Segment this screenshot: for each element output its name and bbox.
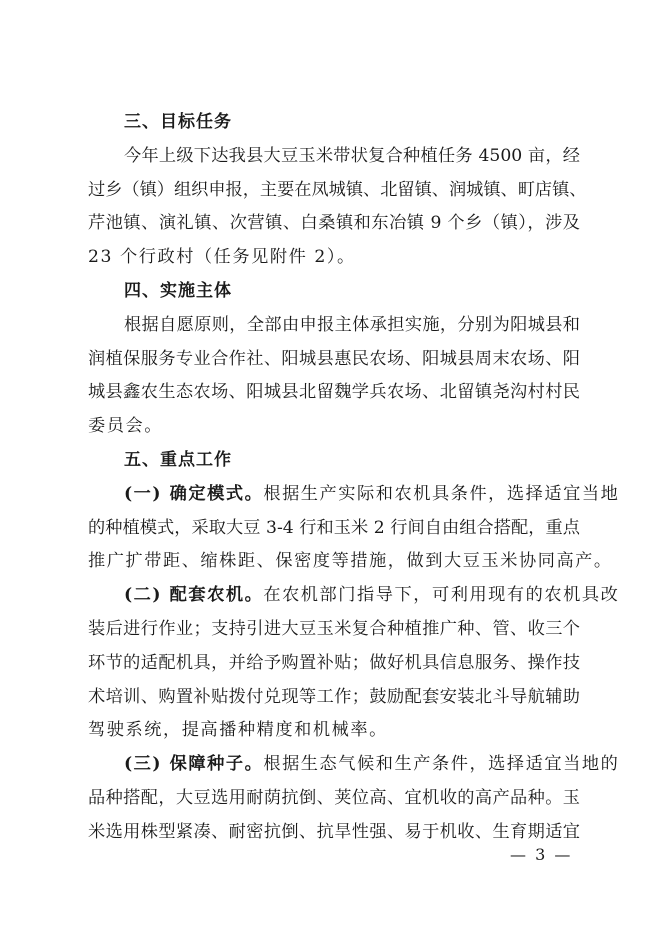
paragraph-line: 推广扩带距、缩株距、保密度等措施，做到大豆玉米协同高产。 <box>88 551 613 572</box>
paragraph-line: 今年上级下达我县大豆玉米带状复合种植任务 4500 亩，经 <box>124 145 580 166</box>
item-text: 在农机部门指导下，可利用现有的农机具改 <box>263 585 620 606</box>
paragraph-line: 芹池镇、演礼镇、次营镇、白桑镇和东冶镇 9 个乡（镇），涉及 <box>88 213 580 234</box>
item-title: (一) 确定模式。 <box>124 483 264 504</box>
paragraph-line: 米选用株型紧凑、耐密抗倒、抗旱性强、易于机收、生育期适宜 <box>88 821 580 842</box>
page-number: — 3 — <box>510 845 573 864</box>
item-text: 根据生产实际和农机具条件，选择适宜当地 <box>263 483 620 504</box>
paragraph-line: 驾驶系统，提高播种精度和机械率。 <box>88 720 388 741</box>
paragraph-line: 术培训、购置补贴拨付兑现等工作；鼓励配套安装北斗导航辅助 <box>88 686 580 707</box>
paragraph-line: 润植保服务专业合作社、阳城县惠民农场、阳城县周末农场、阳 <box>88 348 580 369</box>
section-heading-key-work: 五、重点工作 <box>124 449 232 470</box>
paragraph-line: 城县鑫农生态农场、阳城县北留魏学兵农场、北留镇尧沟村村民 <box>88 382 580 403</box>
paragraph-line: 的种植模式，采取大豆 3-4 行和玉米 2 行间自由组合搭配，重点 <box>88 517 580 538</box>
paragraph-line: 23 个行政村（任务见附件 2）。 <box>88 247 356 268</box>
paragraph-line: 委员会。 <box>88 416 163 437</box>
item-title: (三) 保障种子。 <box>124 754 264 775</box>
item-text: 根据生态气候和生产条件，选择适宜当地的 <box>263 754 620 775</box>
document-page <box>88 106 620 850</box>
paragraph-line: 环节的适配机具，并给予购置补贴；做好机具信息服务、操作技 <box>88 652 580 673</box>
item-first-line <box>88 579 620 613</box>
item-first-line <box>88 748 620 782</box>
item-title: (二) 配套农机。 <box>124 585 264 606</box>
paragraph-line: 根据自愿原则，全部由申报主体承担实施，分别为阳城县和 <box>124 314 580 335</box>
paragraph-line: 过乡（镇）组织申报，主要在凤城镇、北留镇、润城镇、町店镇、 <box>88 179 587 200</box>
section-heading-targets: 三、目标任务 <box>124 112 232 132</box>
paragraph-line: 品种搭配，大豆选用耐荫抗倒、荚位高、宜机收的高产品种。玉 <box>88 787 580 808</box>
item-first-line <box>88 478 620 512</box>
section-heading-implementers: 四、实施主体 <box>124 280 232 301</box>
paragraph-line: 装后进行作业；支持引进大豆玉米复合种植推广种、管、收三个 <box>88 618 580 639</box>
